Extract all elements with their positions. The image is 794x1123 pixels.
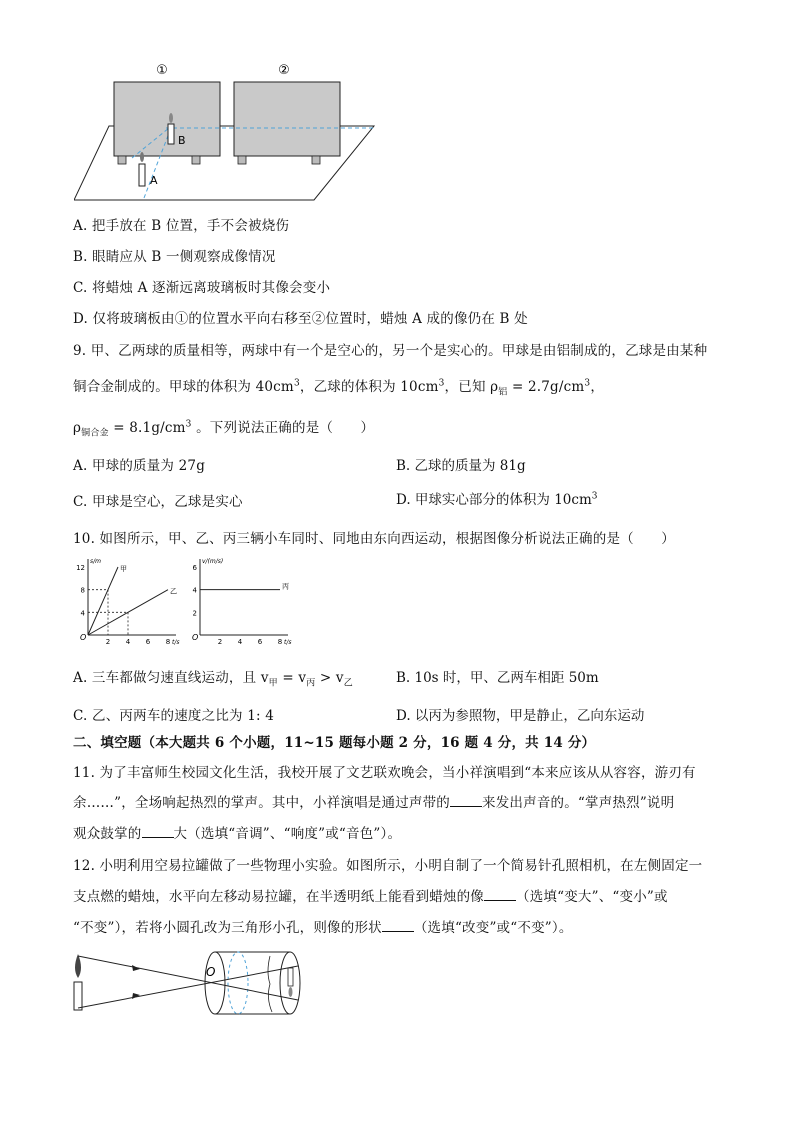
x-tick-label: 6 [145,638,151,646]
q11-blank-2[interactable] [142,825,174,838]
y-axis-label: v/(m/s) [202,558,224,565]
q10-option-a: A. 三车都做匀速直线运动，且 $v_甲 = v_丙 > v_乙$ [73,670,353,689]
section-2-title: 二、填空题（本大题共 6 个小题，11~15 题每小题 2 分，16 题 4 分，共 14 分） [73,735,596,751]
y-tick-label: 4 [80,609,85,618]
q11-blank-1[interactable] [450,794,482,807]
q12-blank-2[interactable] [382,919,414,932]
x-tick-label: 4 [237,638,243,646]
x-tick-label: 8 [165,638,171,646]
q12-line3: “不变”），若将小圆孔改为三角形小孔，则像的形状 （选填“改变”或“不变”）。 [73,920,573,936]
q11-line3: 观众鼓掌的 大（选填“音调”、“响度”或“音色”）。 [73,826,402,842]
q9-stem-line3: $\rho_{铜合金} = 8.1g/cm^3$ 。下列说法正确的是（ ） [73,419,375,439]
q8-option-a: A. 把手放在 B 位置，手不会被烧伤 [73,218,290,234]
pinhole-label-o: O [206,965,216,979]
q9-stem-line1: 9. 甲、乙两球的质量相等，两球中有一个是空心的，另一个是实心的。甲球是由铝制成的，乙球是由某种 [73,343,708,359]
candle-b-label: B [178,134,186,147]
vt-graph [186,555,296,647]
y-axis-label: s/m [90,558,101,565]
q9-option-d: D. 甲球实心部分的体积为 $10cm^3$ [396,491,598,508]
x-tick-label: 2 [217,638,223,646]
y-tick-label: 8 [80,586,85,595]
series-label: 甲 [120,565,127,573]
x-tick-label: 2 [105,638,111,646]
plate-1-label: ① [156,63,168,78]
mirror-experiment-figure [74,58,384,208]
st-graph [74,555,184,647]
q10-option-d: D. 以丙为参照物，甲是静止，乙向东运动 [396,708,645,724]
y-tick-label: 12 [76,564,85,572]
q9-option-b: B. 乙球的质量为 81g [396,458,526,474]
pinhole-camera-figure [70,942,320,1022]
q12-line1: 12. 小明利用空易拉罐做了一些物理小实验。如图所示，小明自制了一个简易针孔照相机，在左侧固定一 [73,858,703,874]
origin-label: O [192,633,199,642]
x-tick-label: 6 [257,638,263,646]
series-label: 乙 [170,587,177,596]
q9-option-c: C. 甲球是空心，乙球是实心 [73,494,243,510]
q10-option-c: C. 乙、丙两车的速度之比为 1: 4 [73,708,275,724]
y-tick-label: 2 [192,609,197,618]
x-tick-label: 4 [125,638,131,646]
q11-line2: 余……”，全场响起热烈的掌声。其中，小祥演唱是通过声带的 来发出声音的。“掌声热烈”说明 [73,795,675,811]
q10-option-b: B. 10s 时，甲、乙两车相距 50m [396,670,599,686]
origin-label: O [80,633,87,642]
y-tick-label: 6 [192,564,197,572]
x-tick-label: 8 [277,638,283,646]
plate-2-label: ② [278,63,290,78]
q9-stem-line2: 铜合金制成的。甲球的体积为 $40cm^3$，乙球的体积为 $10cm^3$，已知 $\rho_铝 = 2.7g/cm^3$， [73,378,605,398]
series-line-甲 [88,567,118,635]
q8-option-d: D. 仅将玻璃板由①的位置水平向右移至②位置时，蜡烛 A 成的像仍在 B 处 [73,311,528,327]
q8-option-c: C. 将蜡烛 A 逐渐远离玻璃板时其像会变小 [73,280,331,296]
series-label: 丙 [282,582,289,591]
y-tick-label: 4 [192,586,197,595]
x-axis-label: t/s [172,639,180,646]
x-axis-label: t/s [284,639,292,646]
q12-blank-1[interactable] [484,888,516,901]
q12-line2: 支点燃的蜡烛，水平向左移动易拉罐，在半透明纸上能看到蜡烛的像 （选填“变大”、“变小”或 [73,889,668,905]
q10-stem: 10. 如图所示，甲、乙、丙三辆小车同时、同地由东向西运动，根据图像分析说法正确的是（ ） [73,531,675,547]
q11-line1: 11. 为了丰富师生校园文化生活，我校开展了文艺联欢晚会，当小祥演唱到“本来应该从从容容，游刃有 [73,765,696,781]
candle-a-label: A [150,174,158,187]
q9-option-a: A. 甲球的质量为 27g [73,458,206,474]
q8-option-b: B. 眼睛应从 B 一侧观察成像情况 [73,249,276,265]
